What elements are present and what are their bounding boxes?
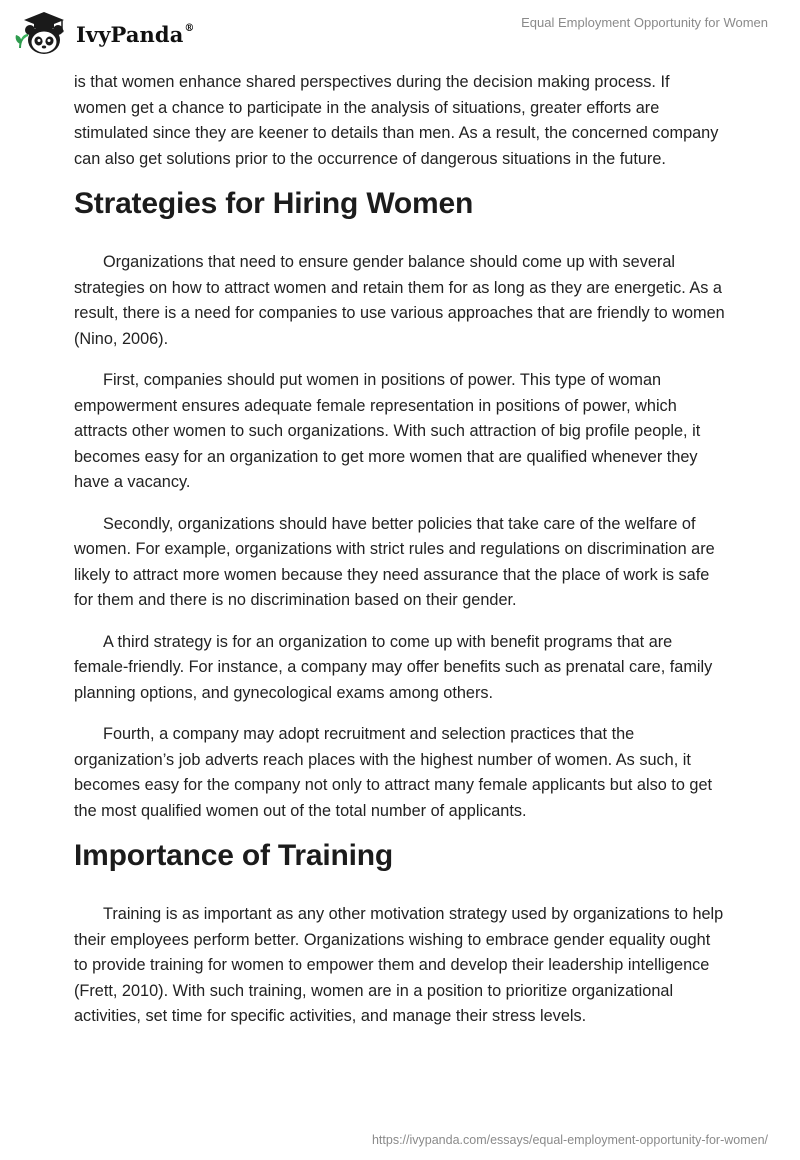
paragraph-strategies-1: Organizations that need to ensure gender balance should come up with several strategies on how to attract women and retain them for as long as they are energetic. As a result, there is a need for companies to use various approaches that are friendly to women (Nino, 2006). (74, 253, 725, 348)
paragraph-strategies-2: First, companies should put women in positions of power. This type of woman empowerment ensures adequate female representation in positions of power, which attracts other women to such organizations. With such attraction of big profile people, it becomes easy for an organization to get more women that are qualified whenever they have a vacancy. (74, 371, 701, 491)
article-content (74, 70, 726, 1046)
source-url-link[interactable]: https://ivypanda.com/essays/equal-employment-opportunity-for-women/ (371, 1133, 768, 1147)
page-header (0, 0, 800, 64)
paragraph-strategies-4: A third strategy is for an organization to come up with benefit programs that are female-friendly. For instance, a company may offer benefits such as prenatal care, family planning options, and gynecological exams among others. (74, 632, 713, 702)
section-heading-training: Importance of Training (74, 839, 393, 872)
brand-name-text: IvyPanda (76, 21, 184, 47)
registered-mark: ® (184, 22, 195, 34)
paragraph-strategies-3: Secondly, organizations should have better policies that take care of the welfare of women. For example, organizations with strict rules and regulations on discrimination are likely to attract more women because they need assurance that the place of work is safe for them and there is no discrimination based on their gender. (74, 514, 715, 609)
section-heading-strategies: Strategies for Hiring Women (74, 187, 474, 220)
brand-name (76, 22, 195, 47)
intro-paragraph: is that women enhance shared perspectives during the decision making process. If women get a chance to participate in the analysis of situations, greater efforts are stimulated since they are keener to details than men. As a result, the concerned company can also get solutions prior to the occurrence of dangerous situations in the future. (74, 73, 719, 168)
paragraph-strategies-5: Fourth, a company may adopt recruitment and selection practices that the organization’s job adverts reach places with the highest number of women. As such, it becomes easy for the company not only to attract many female applicants but also to get the most qualified women out of the total number of applicants. (74, 725, 713, 820)
ivypanda-logo-link[interactable] (14, 8, 195, 58)
paragraph-training-1: Training is as important as any other motivation strategy used by organizations to help their employees perform better. Organizations wishing to embrace gender equality ought to provide training for women to empower them and develop their leadership intelligence (Frett, 2010). With such training, women are in a position to prioritize organizational activities, set time for specific activities, and manage their stress levels. (74, 905, 724, 1025)
document-title: Equal Employment Opportunity for Women (521, 15, 768, 30)
panda-graduation-cap-logo-icon (14, 8, 68, 58)
